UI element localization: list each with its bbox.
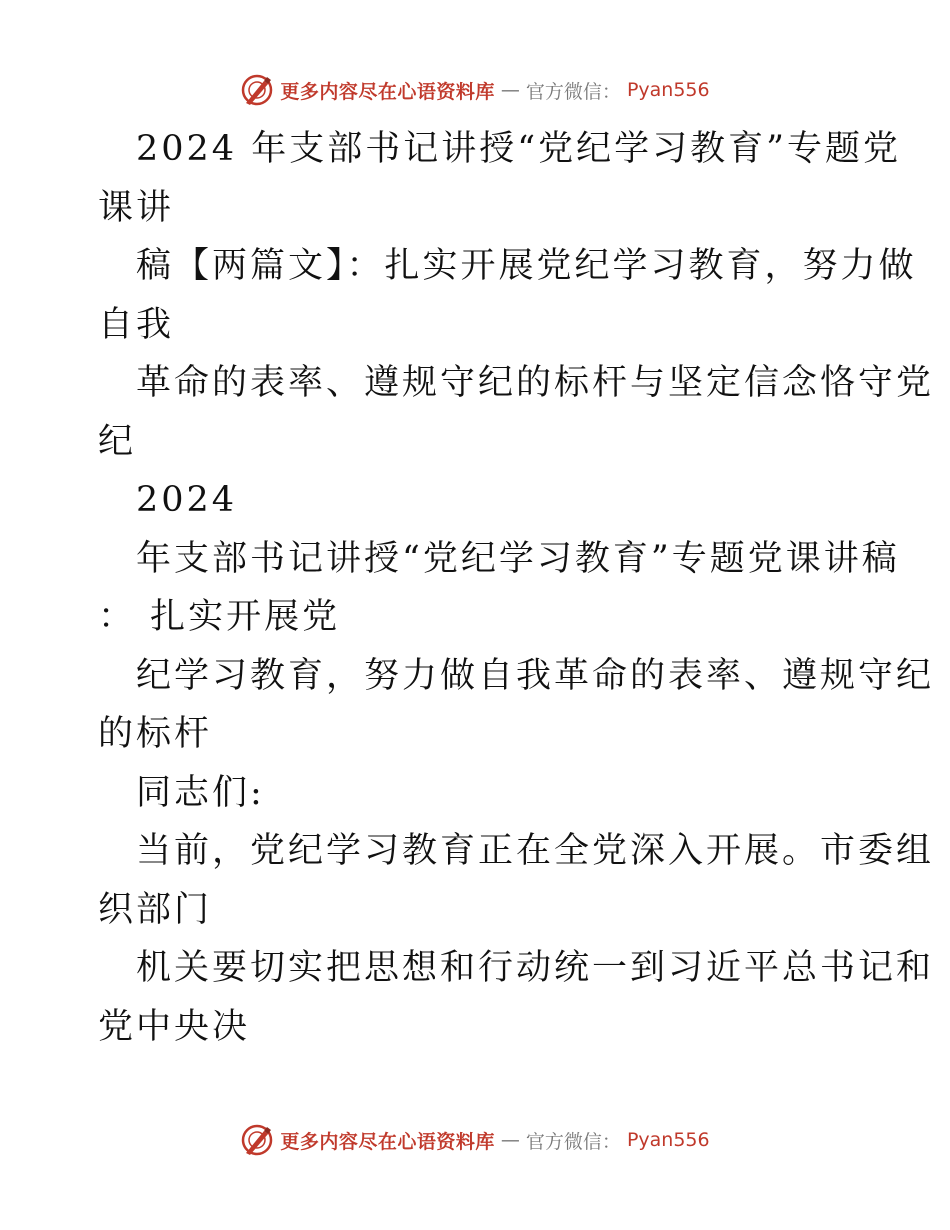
header-watermark <box>0 70 950 110</box>
text-line: 自我 <box>98 304 175 345</box>
text-line: 课讲 <box>98 187 175 228</box>
text-line: 的标杆 <box>98 714 213 754</box>
text-line: 年支部书记讲授“党纪学习教育”专题党课讲稿 <box>136 538 900 579</box>
text-line: 当前，党纪学习教育正在全党深入开展。市委组 <box>136 831 935 871</box>
watermark-dash: — <box>500 79 520 101</box>
text-line: 同志们: <box>136 772 265 813</box>
text-line: 2024 <box>136 480 238 520</box>
pen-logo-icon <box>240 1123 274 1157</box>
document-body <box>98 120 935 1056</box>
text-line: 党中央决 <box>98 1006 251 1047</box>
footer-watermark <box>0 1120 950 1160</box>
text-line: 纪学习教育，努力做自我革命的表率、遵规守纪 <box>136 655 935 696</box>
watermark-wechat-label: 官方微信： <box>525 80 621 103</box>
text-line: 纪 <box>98 421 137 462</box>
watermark-wechat-label: 官方微信： <box>525 1130 621 1153</box>
text-line: 2024 年支部书记讲授“党纪学习教育”专题党 <box>136 129 901 169</box>
watermark-dash: — <box>500 1129 520 1151</box>
watermark-wechat-id: Pyan556 <box>626 79 710 101</box>
text-line: ： 扎实开展党 <box>98 597 341 637</box>
watermark-text: 更多内容尽在心语资料库 <box>280 80 495 103</box>
pen-logo-icon <box>240 73 274 107</box>
text-line: 机关要切实把思想和行动统一到习近平总书记和 <box>136 948 935 988</box>
watermark-wechat-id: Pyan556 <box>626 1129 710 1151</box>
text-line: 稿【两篇文】：扎实开展党纪学习教育，努力做 <box>136 246 917 286</box>
watermark-text: 更多内容尽在心语资料库 <box>280 1130 495 1153</box>
text-line: 革命的表率、遵规守纪的标杆与坚定信念恪守党 <box>136 363 935 403</box>
text-line: 织部门 <box>98 889 213 930</box>
